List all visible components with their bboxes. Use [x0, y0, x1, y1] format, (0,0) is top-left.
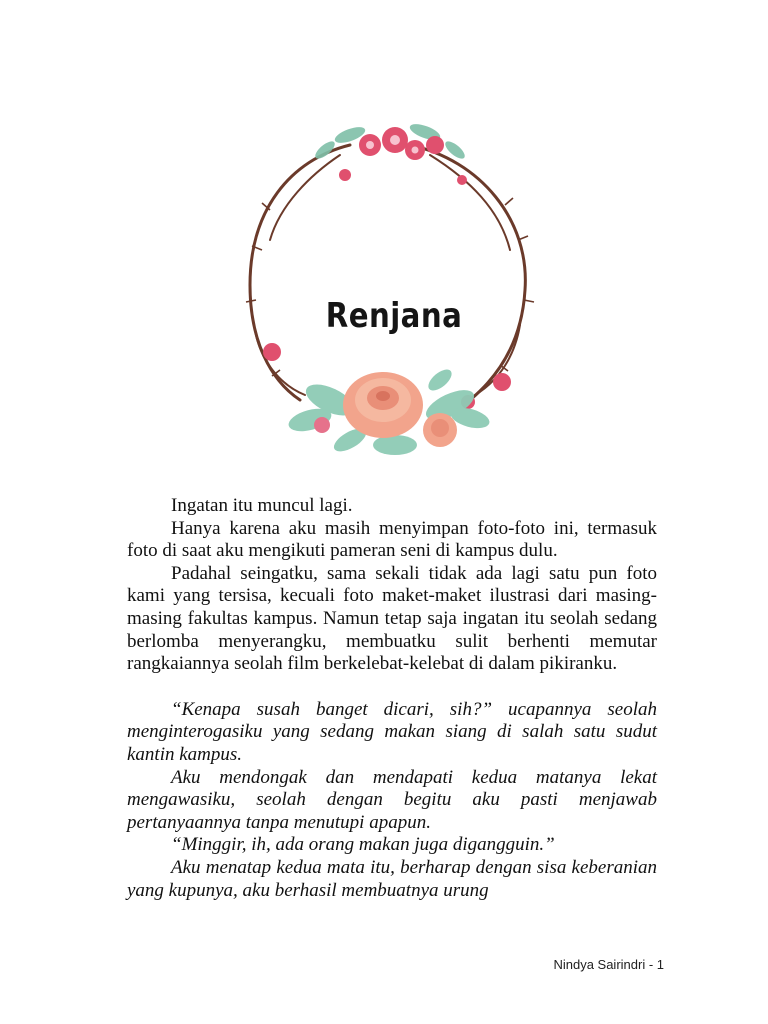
page-title: Renjana: [325, 296, 463, 336]
body-text: [127, 495, 657, 902]
page-footer-label: Nindya Sairindri - 1: [553, 957, 664, 972]
paragraph: “Kenapa susah banget dicari, sih?” ucapannya seolah menginterogasiku yang sedang makan siang di salah satu sudut kantin kampus.: [127, 698, 657, 765]
paragraph: Ingatan itu muncul lagi.: [171, 495, 353, 516]
paragraph-spacer: [127, 676, 657, 699]
floral-wreath-illustration: [200, 100, 568, 470]
paragraph: “Minggir, ih, ada orang makan juga digangguin.”: [171, 834, 555, 856]
paragraph: Aku menatap kedua mata itu, berharap dengan sisa keberanian yang kupunya, aku berhasil membuatnya urung: [127, 856, 657, 901]
paragraph: Padahal seingatku, sama sekali tidak ada lagi satu pun foto kami yang tersisa, kecuali foto maket-maket ilustrasi dari masing-masing fakultas kampus. Namun tetap saja ingatan itu seolah sedang berlomba menyerangku, membuatku sulit berhenti memutar rangkaiannya seolah film berkelebat-kelebat di dalam pikiranku.: [127, 562, 657, 675]
paragraph: Hanya karena aku masih menyimpan foto-foto ini, termasuk foto di saat aku mengikuti pameran seni di kampus dulu.: [127, 517, 657, 562]
paragraph: Aku mendongak dan mendapati kedua matanya lekat mengawasiku, seolah dengan begitu aku pasti menjawab pertanyaannya tanpa menutupi apapun.: [127, 766, 657, 833]
